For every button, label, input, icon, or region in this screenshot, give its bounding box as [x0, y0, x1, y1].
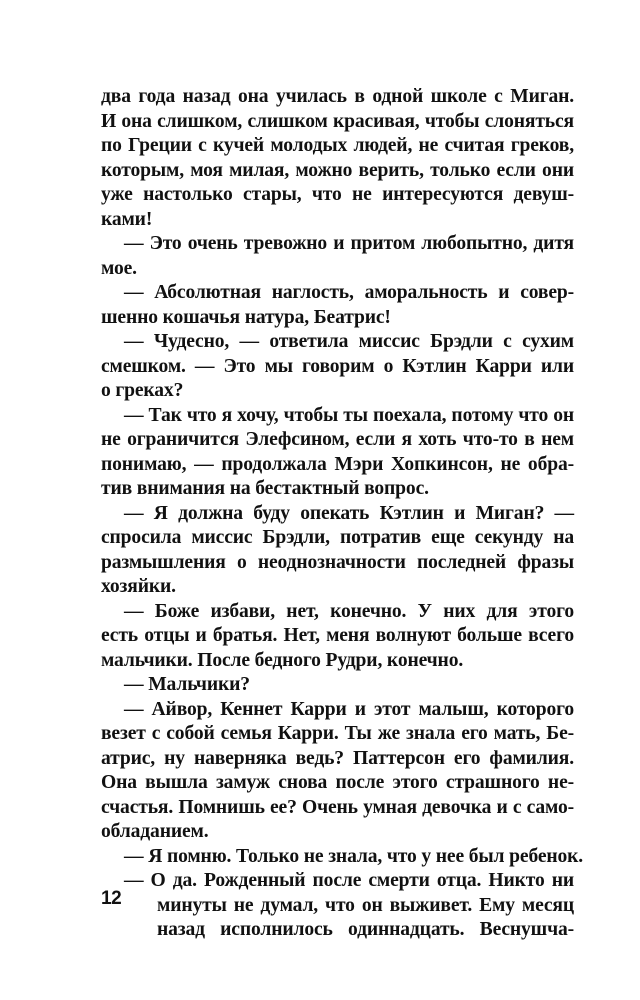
body-text [101, 85, 584, 943]
page-number: 12 [101, 888, 122, 909]
text-line: ками! [101, 208, 153, 230]
text-line: есть отцы и братья. Нет, меня волнуют больше всего [101, 625, 574, 646]
text-line: назад исполнилось одиннадцать. Веснушча- [157, 919, 574, 940]
text-line: — Абсолютная наглость, аморальность и совер- [124, 282, 574, 303]
text-line: везет с собой семья Карри. Ты же знала его мать, Бе- [101, 723, 574, 744]
text-line: минуты не думал, что он выживет. Ему месяц [157, 894, 574, 916]
text-line: — Я помню. Только не знала, что у нее был ребенок. [124, 845, 584, 867]
text-line: — Я должна буду опекать Кэтлин и Миган? — [124, 502, 574, 524]
text-line: тив внимания на бестактный вопрос. [101, 478, 429, 499]
text-line: — Айвор, Кеннет Карри и этот малыш, которого [124, 698, 574, 720]
text-line: спросила миссис Брэдли, потратив еще секунду на [101, 527, 574, 548]
text-line: о греках? [101, 380, 184, 401]
text-line: обладанием. [101, 821, 209, 842]
text-line: понимаю, — продолжала Мэри Хопкинсон, не обра- [101, 453, 574, 475]
text-line: — Так что я хочу, чтобы ты поехала, потому что он [124, 404, 574, 426]
text-line: счастья. Помнишь ее? Очень умная девочка и с само- [101, 796, 574, 818]
text-line: — Чудесно, — ответила миссис Брэдли с сухим [124, 331, 574, 352]
text-line: — О да. Рожденный после смерти отца. Никто ни [124, 870, 574, 891]
text-line: Она вышла замуж снова после этого страшного не- [101, 772, 574, 793]
text-line: — Мальчики? [124, 674, 250, 695]
text-line: хозяйки. [101, 576, 176, 597]
text-line: два года назад она училась в одной школе с Миган. [101, 86, 574, 107]
text-line: не ограничится Элефсином, если я хоть что-то в нем [101, 429, 574, 450]
text-line: которым, моя милая, можно верить, только если они [101, 159, 574, 181]
text-line: — Это очень тревожно и притом любопытно, дитя [124, 233, 574, 254]
text-line: И она слишком, слишком красивая, чтобы слоняться [101, 110, 574, 132]
text-line: шенно кошачья натура, Беатрис! [101, 306, 391, 328]
text-line: по Греции с кучей молодых людей, не считая греков, [101, 135, 574, 156]
text-line: мое. [101, 257, 137, 279]
text-line: — Боже избави, нет, конечно. У них для этого [124, 600, 574, 622]
text-line: атрис, ну наверняка ведь? Паттерсон его фамилия. [101, 747, 574, 769]
text-line: уже настолько стары, что не интересуются девуш- [101, 184, 574, 205]
text-line: смешком. — Это мы говорим о Кэтлин Карри или [101, 355, 574, 377]
text-line: размышления о неоднозначности последней фразы [101, 551, 574, 573]
text-line: мальчики. После бедного Рудри, конечно. [101, 649, 464, 671]
